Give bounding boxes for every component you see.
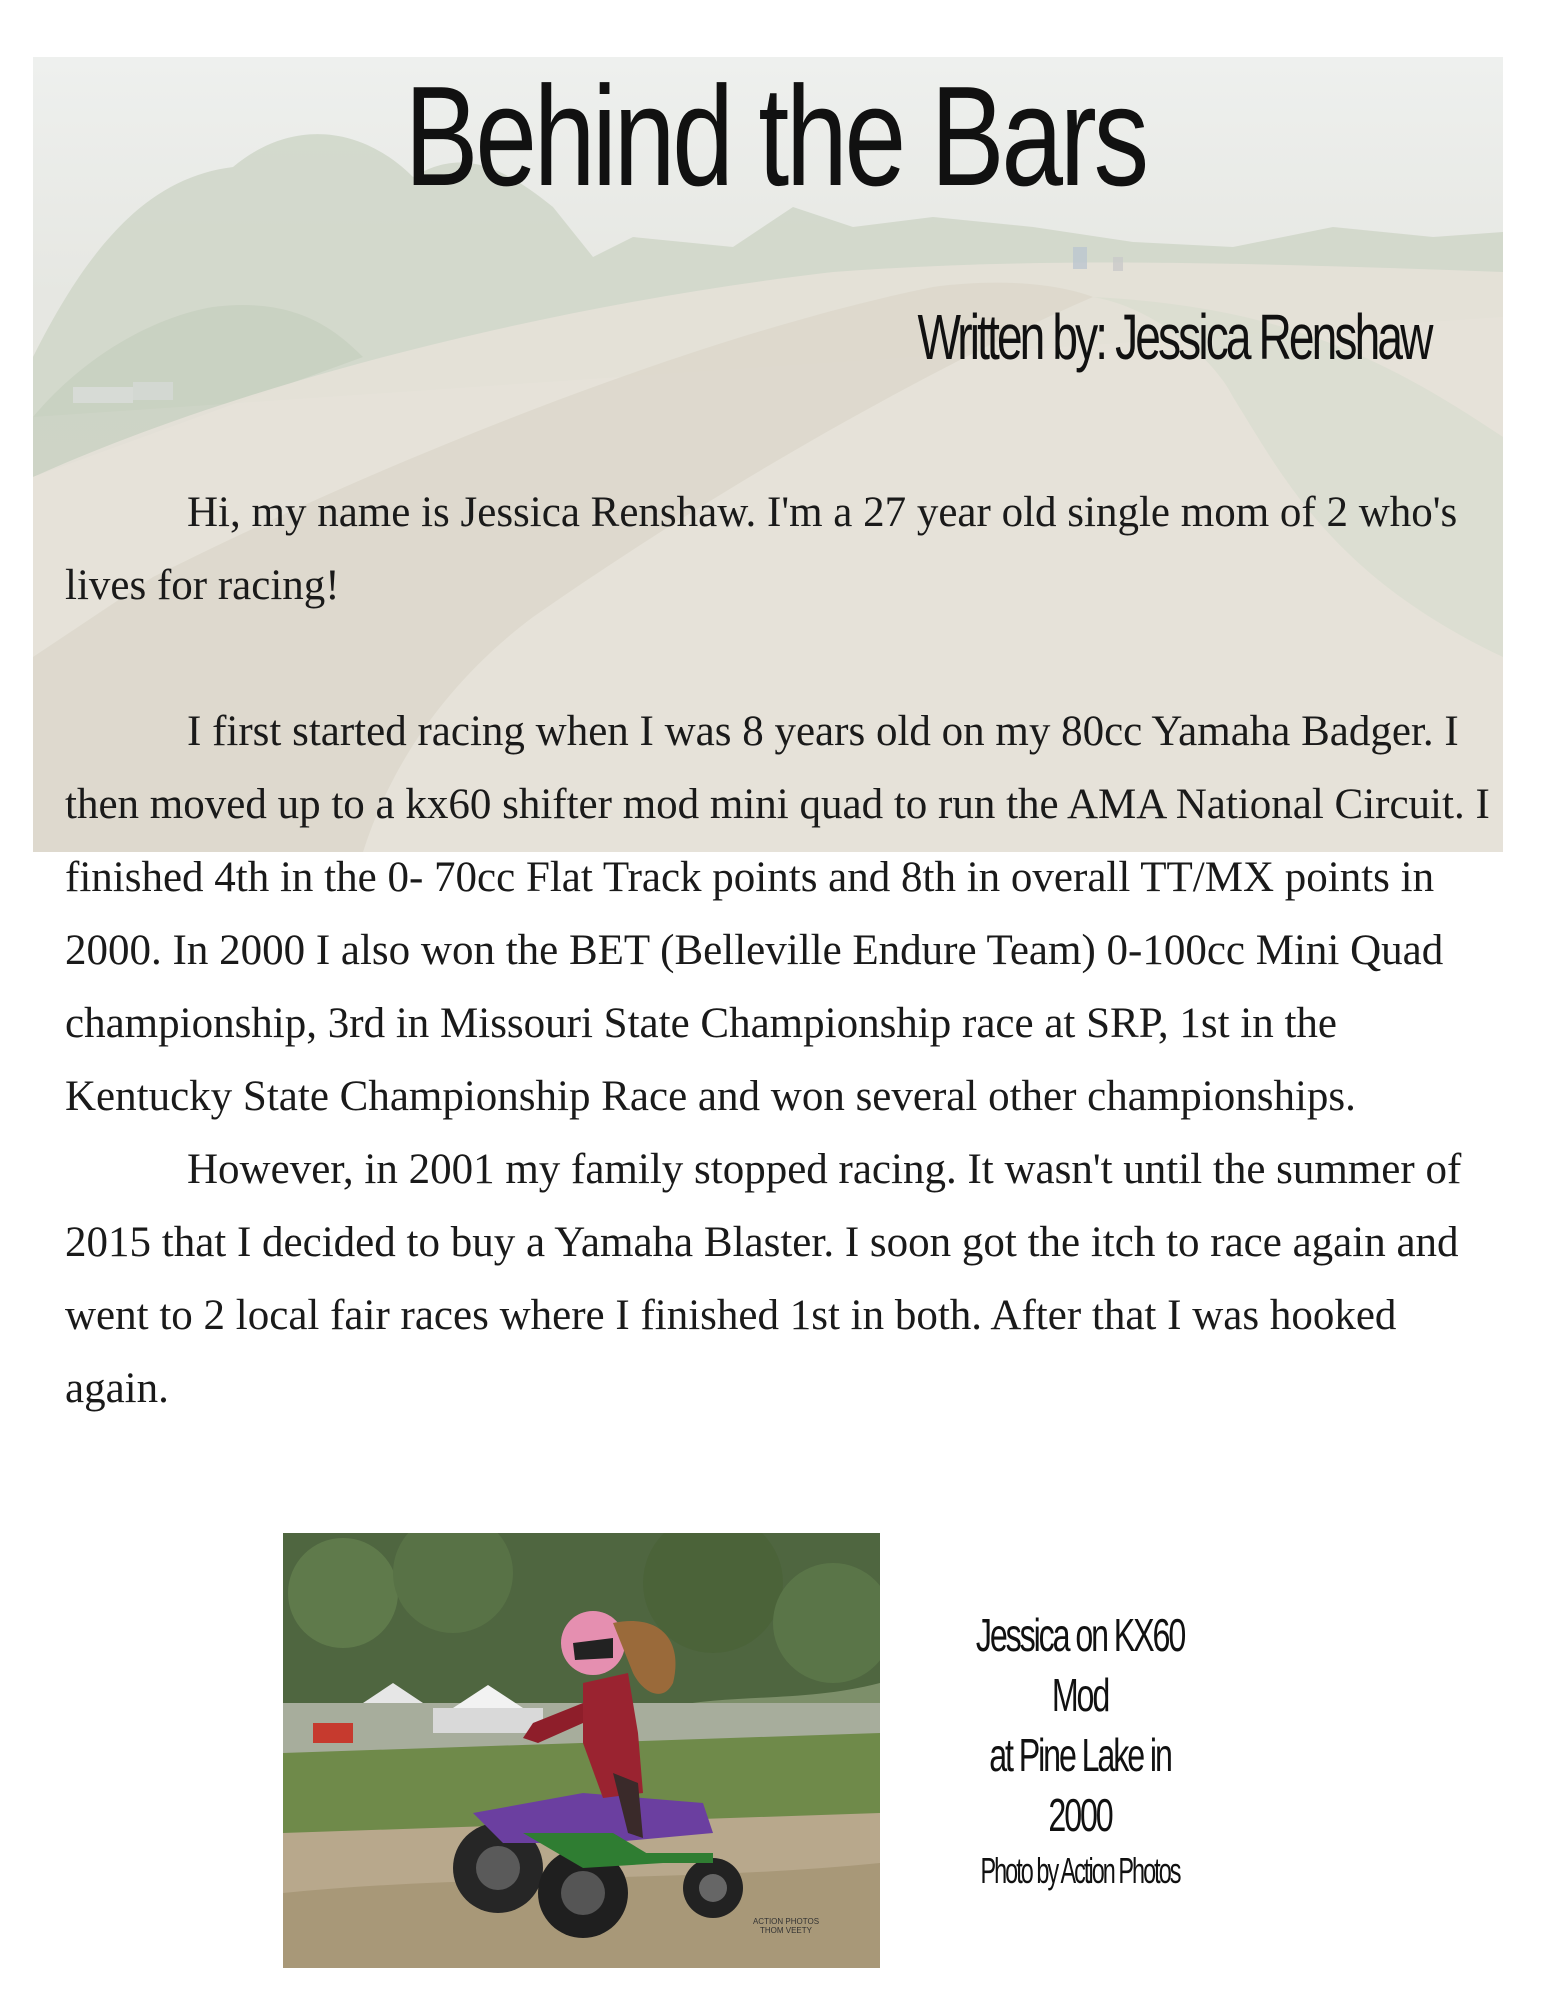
photo-credit: Photo by Action Photos: [980, 1850, 1180, 1891]
article-paragraph: However, in 2001 my family stopped racing. It wasn't until the summer of 2015 that I decided to buy a Yamaha Blaster. I soon got the itch to race again and went to 2 local fair races where I finished 1st in both. After that I was hooked again.: [65, 1146, 1462, 1412]
racing-photo: [283, 1533, 880, 1968]
caption-line: at Pine Lake in 2000: [989, 1729, 1171, 1841]
author-byline: Written by: Jessica Renshaw: [917, 301, 1430, 373]
photo-caption: [958, 1605, 1203, 1845]
caption-line: Jessica on KX60 Mod: [975, 1609, 1185, 1721]
article-body: [65, 476, 1510, 1425]
page-title: Behind the Bars: [404, 57, 1146, 216]
photo-watermark: ACTION PHOTOS THOM VEETY: [752, 1917, 820, 1935]
article-paragraph: Hi, my name is Jessica Renshaw. I'm a 27 year old single mom of 2 who's lives for racing!: [65, 489, 1458, 609]
article-paragraph: I first started racing when I was 8 years old on my 80cc Yamaha Badger. I then moved up to a kx60 shifter mod mini quad to run the AMA National Circuit. I finished 4th in the 0- 70cc Flat Track points and 8th in overall TT/MX points in 2000. In 2000 I also won the BET (Belleville Endure Team) 0-100cc Mini Quad championship, 3rd in Missouri State Championship race at SRP, 1st in the Kentucky State Championship Race and won several other championships.: [65, 708, 1490, 1120]
